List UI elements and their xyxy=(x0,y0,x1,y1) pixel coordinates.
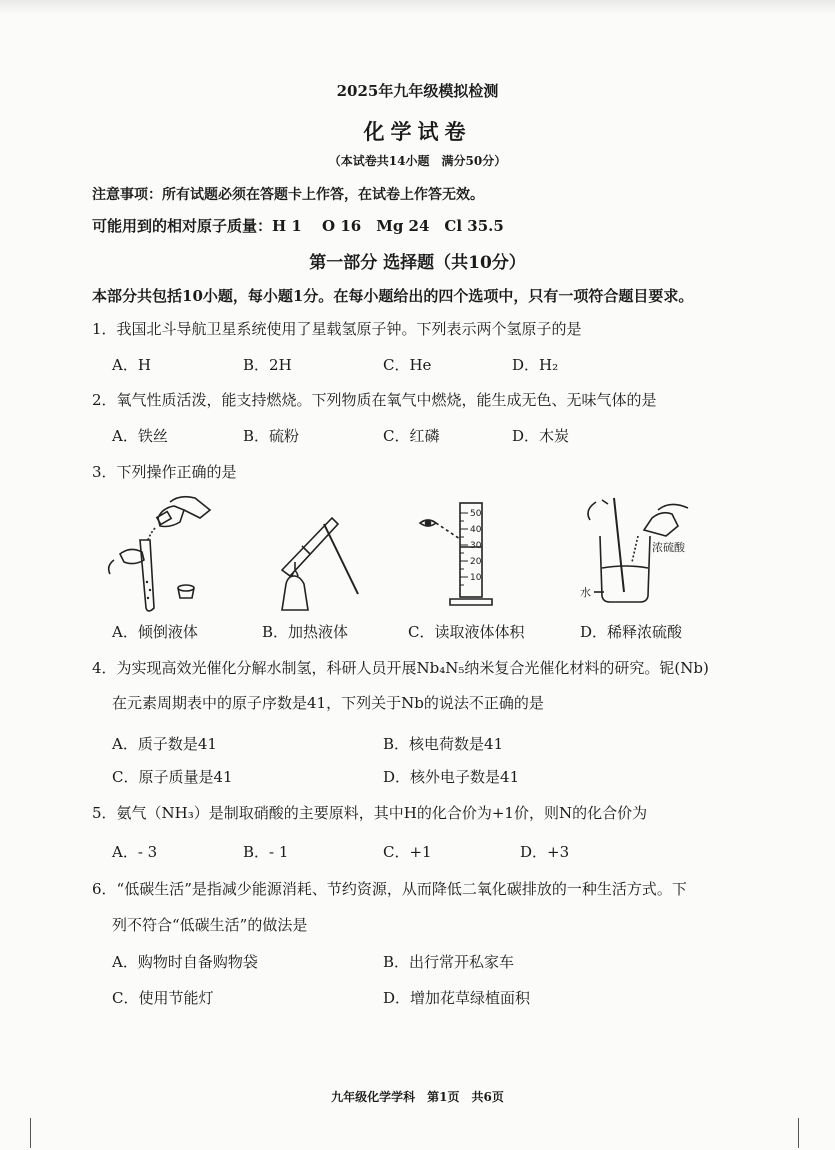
q5-option-c: C．+1 xyxy=(383,843,432,861)
cylinder-tick-20: 20 xyxy=(470,557,482,567)
q5-option-d: D．+3 xyxy=(520,843,570,861)
q3-option-c: C．读取液体体积 xyxy=(408,623,525,641)
diluting-acid-icon xyxy=(578,496,698,611)
cylinder-tick-10: 10 xyxy=(470,573,482,583)
q2-option-c: C．红磷 xyxy=(383,427,440,445)
q5-option-a: A．- 3 xyxy=(112,843,158,861)
water-label: 水 xyxy=(580,586,591,599)
question-2-stem: 2．氧气性质活泼，能支持燃烧。下列物质在氧气中燃烧，能生成无色、无味气体的是 xyxy=(92,391,657,409)
q4-option-c: C．原子质量是41 xyxy=(112,768,233,786)
q6-option-a: A．购物时自备购物袋 xyxy=(112,953,258,971)
acid-label: 浓硫酸 xyxy=(652,541,685,554)
q4-option-b: B．核电荷数是41 xyxy=(383,735,504,753)
exam-title: 2025年九年级模拟检测 xyxy=(336,82,499,100)
q3-option-b: B．加热液体 xyxy=(262,623,349,641)
score-note: （本试卷共14小题 满分50分） xyxy=(328,154,507,168)
crop-mark-left xyxy=(0,1118,31,1148)
question-4-stem: 4．为实现高效光催化分解水制氢，科研人员开展Nb₄N₅纳米复合光催化材料的研究。铌(Nb) xyxy=(92,659,709,677)
question-4-stem-cont: 在元素周期表中的原子序数是41，下列关于Nb的说法不正确的是 xyxy=(112,694,544,712)
question-5-stem: 5．氨气（NH₃）是制取硝酸的主要原料，其中H的化合价为+1价，则N的化合价为 xyxy=(92,804,648,822)
q4-option-a: A．质子数是41 xyxy=(112,735,217,753)
page-footer: 九年级化学学科 第1页 共6页 xyxy=(331,1090,504,1104)
question-6-stem-cont: 列不符合“低碳生活”的做法是 xyxy=(112,916,308,934)
question-6-stem: 6．“低碳生活”是指减少能源消耗、节约资源，从而降低二氧化碳排放的一种生活方式。下 xyxy=(92,880,687,898)
attention-note: 注意事项：所有试题必须在答题卡上作答，在试卷上作答无效。 xyxy=(92,187,484,203)
crop-mark-right xyxy=(798,1118,829,1148)
q5-option-b: B．- 1 xyxy=(243,843,289,861)
q2-option-d: D．木炭 xyxy=(512,427,570,445)
q6-option-b: B．出行常开私家车 xyxy=(383,953,515,971)
scan-edge xyxy=(0,0,835,14)
heating-liquid-icon xyxy=(262,510,372,615)
atomic-mass-note: 可能用到的相对原子质量：H 1 O 16 Mg 24 Cl 35.5 xyxy=(92,217,504,235)
cylinder-tick-30: 30 xyxy=(470,541,482,551)
q3-option-d: D．稀释浓硫酸 xyxy=(580,623,683,641)
subject-title: 化学试卷 xyxy=(363,119,472,144)
q2-option-b: B．硫粉 xyxy=(243,427,300,445)
question-3-stem: 3．下列操作正确的是 xyxy=(92,463,237,481)
q1-option-a: A．H xyxy=(112,356,151,374)
q2-option-a: A．铁丝 xyxy=(112,427,168,445)
q1-option-c: C．He xyxy=(383,356,432,374)
q6-option-d: D．增加花草绿植面积 xyxy=(383,989,531,1007)
q6-option-c: C．使用节能灯 xyxy=(112,989,214,1007)
section-title: 第一部分 选择题（共10分） xyxy=(309,253,526,273)
cylinder-tick-40: 40 xyxy=(470,525,482,535)
graduated-cylinder-icon xyxy=(414,495,524,610)
pouring-liquid-icon xyxy=(100,490,220,615)
question-1-stem: 1．我国北斗导航卫星系统使用了星载氢原子钟。下列表示两个氢原子的是 xyxy=(92,320,582,338)
q1-option-d: D．H₂ xyxy=(512,356,559,374)
section-instructions: 本部分共包括10小题，每小题1分。在每小题给出的四个选项中，只有一项符合题目要求。 xyxy=(92,287,694,305)
q1-option-b: B．2H xyxy=(243,356,292,374)
q3-option-a: A．倾倒液体 xyxy=(112,623,198,641)
q4-option-d: D．核外电子数是41 xyxy=(383,768,520,786)
cylinder-tick-50: 50 xyxy=(470,509,482,519)
